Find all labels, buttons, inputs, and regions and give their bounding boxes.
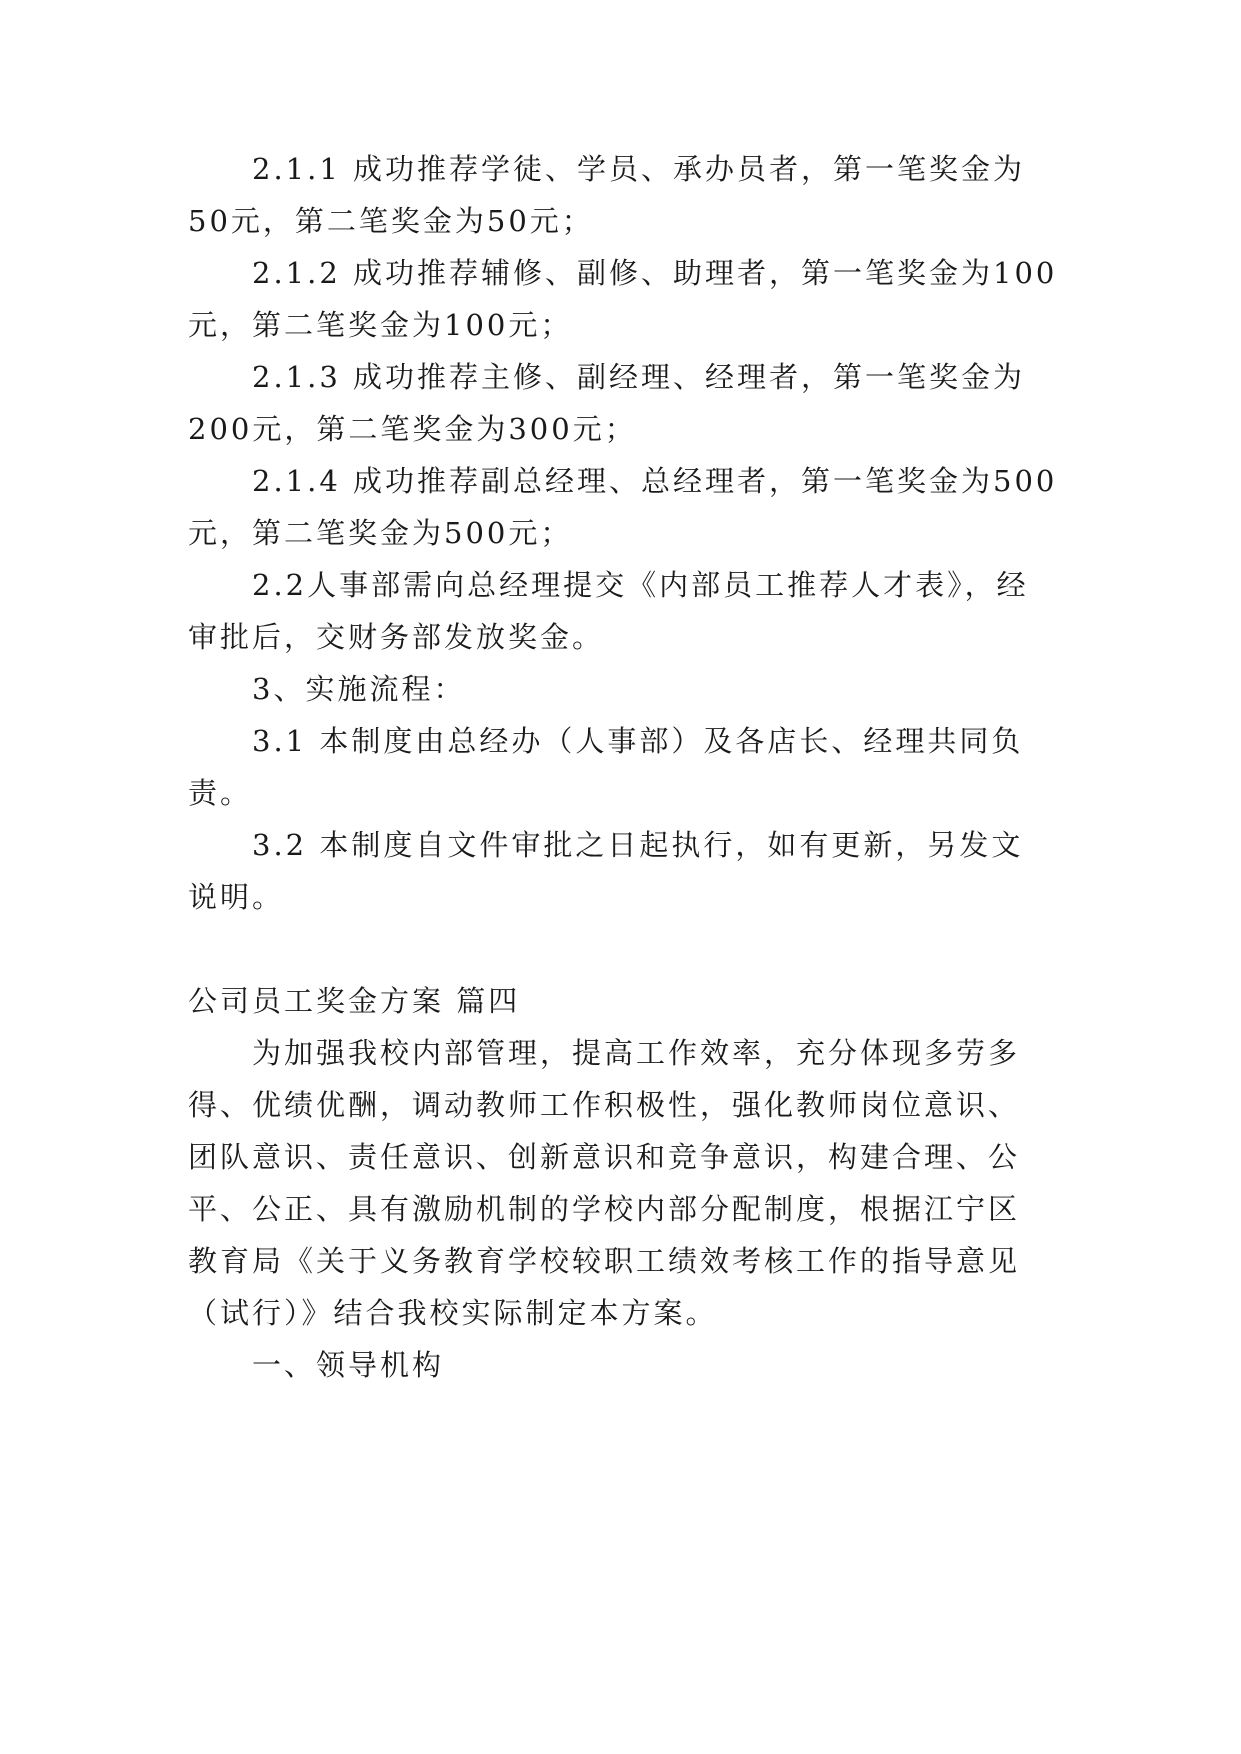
paragraph-2-1-1-line-2: 50元，第二笔奖金为50元；	[188, 204, 594, 238]
intro-paragraph-line-1: 为加强我校内部管理，提高工作效率，充分体现多劳多	[252, 1036, 1021, 1070]
paragraph-3-2-line-2: 说明。	[188, 880, 285, 914]
section-title: 公司员工奖金方案 篇四	[188, 984, 521, 1018]
paragraph-2-1-4-line-2: 元，第二笔奖金为500元；	[188, 516, 573, 550]
paragraph-3-1-line-2: 责。	[188, 776, 253, 810]
leadership-heading: 一、领导机构	[252, 1348, 445, 1382]
section-3-heading: 3、实施流程：	[252, 672, 466, 706]
paragraph-2-1-3-line-1: 2.1.3 成功推荐主修、副经理、经理者，第一笔奖金为	[252, 360, 1026, 394]
paragraph-2-1-1-line-1: 2.1.1 成功推荐学徒、学员、承办员者，第一笔奖金为	[252, 152, 1026, 186]
paragraph-2-2-line-2: 审批后，交财务部发放奖金。	[188, 620, 605, 654]
paragraph-3-1-line-1: 3.1 本制度由总经办（人事部）及各店长、经理共同负	[252, 724, 1024, 758]
intro-paragraph-line-2: 得、优绩优酬，调动教师工作积极性，强化教师岗位意识、	[188, 1088, 1021, 1122]
intro-paragraph-line-6: （试行）》结合我校实际制定本方案。	[188, 1296, 718, 1330]
intro-paragraph-line-4: 平、公正、具有激励机制的学校内部分配制度，根据江宁区	[188, 1192, 1021, 1226]
paragraph-3-2-line-1: 3.2 本制度自文件审批之日起执行，如有更新，另发文	[252, 828, 1024, 862]
paragraph-2-1-4-line-1: 2.1.4 成功推荐副总经理、总经理者，第一笔奖金为500	[252, 464, 1058, 498]
paragraph-2-1-2-line-2: 元，第二笔奖金为100元；	[188, 308, 573, 342]
paragraph-2-1-3-line-2: 200元，第二笔奖金为300元；	[188, 412, 637, 446]
paragraph-2-2-line-1: 2.2人事部需向总经理提交《内部员工推荐人才表》，经	[252, 568, 1029, 602]
paragraph-2-1-2-line-1: 2.1.2 成功推荐辅修、副修、助理者，第一笔奖金为100	[252, 256, 1058, 290]
intro-paragraph-line-3: 团队意识、责任意识、创新意识和竞争意识，构建合理、公	[188, 1140, 1021, 1174]
intro-paragraph-line-5: 教育局《关于义务教育学校较职工绩效考核工作的指导意见	[188, 1244, 1021, 1278]
